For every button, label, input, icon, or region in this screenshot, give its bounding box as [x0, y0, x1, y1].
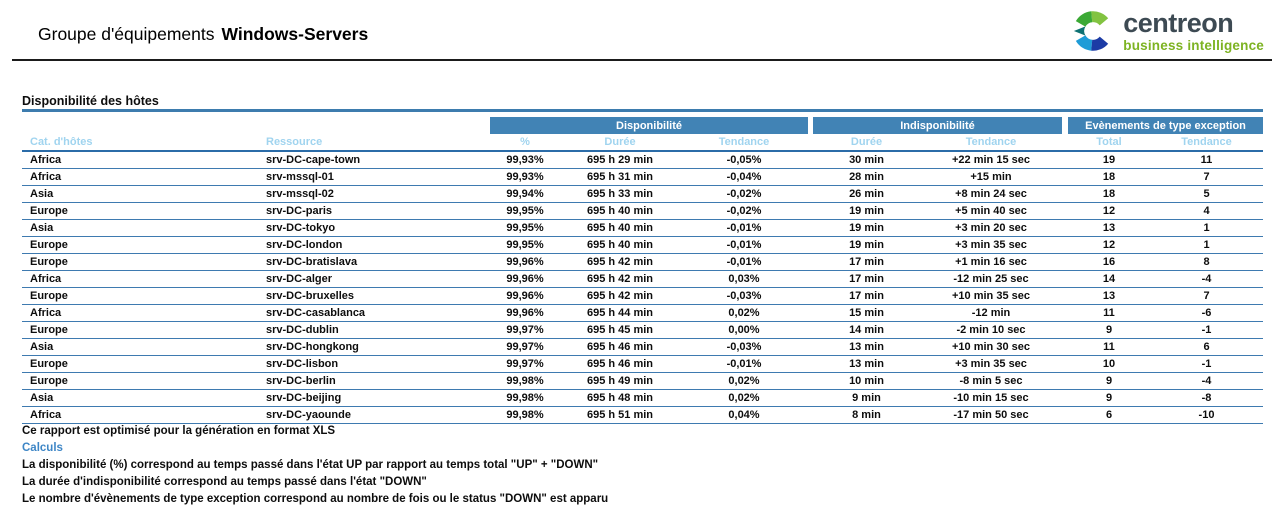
cell-exception-trend: -8	[1150, 389, 1263, 406]
cell-availability-duration: 695 h 29 min	[560, 151, 680, 168]
cell-category: Africa	[22, 406, 258, 423]
footer-calc-availability: La disponibilité (%) correspond au temps passé dans l'état UP par rapport au temps total "UP" + "DOWN"	[22, 459, 599, 471]
col-header-exception-trend: Tendance	[1150, 134, 1263, 151]
cell-availability-pct: 99,93%	[490, 151, 560, 168]
cell-availability-duration: 695 h 31 min	[560, 168, 680, 185]
cell-availability-trend: -0,02%	[680, 202, 808, 219]
cell-exception-trend: 6	[1150, 338, 1263, 355]
cell-availability-duration: 695 h 42 min	[560, 253, 680, 270]
footer-xls-note: Ce rapport est optimisé pour la génération en format XLS	[22, 425, 336, 437]
col-header-unavailability-duration: Durée	[813, 134, 920, 151]
cell-exception-trend: -10	[1150, 406, 1263, 423]
cell-unavailability-duration: 14 min	[813, 321, 920, 338]
cell-availability-duration: 695 h 42 min	[560, 270, 680, 287]
cell-availability-pct: 99,96%	[490, 270, 560, 287]
cell-exception-total: 12	[1068, 236, 1150, 253]
cell-unavailability-duration: 19 min	[813, 202, 920, 219]
cell-unavailability-trend: -10 min 15 sec	[920, 389, 1062, 406]
cell-unavailability-duration: 10 min	[813, 372, 920, 389]
cell-availability-trend: -0,03%	[680, 287, 808, 304]
cell-resource: srv-DC-berlin	[258, 372, 490, 389]
table-row	[22, 236, 1263, 253]
cell-unavailability-trend: +1 min 16 sec	[920, 253, 1062, 270]
cell-availability-duration: 695 h 45 min	[560, 321, 680, 338]
table-row	[22, 151, 1263, 168]
cell-category: Europe	[22, 202, 258, 219]
cell-exception-total: 13	[1068, 287, 1150, 304]
cell-unavailability-duration: 30 min	[813, 151, 920, 168]
cell-unavailability-trend: +8 min 24 sec	[920, 185, 1062, 202]
cell-exception-total: 18	[1068, 168, 1150, 185]
cell-availability-trend: 0,03%	[680, 270, 808, 287]
cell-availability-duration: 695 h 51 min	[560, 406, 680, 423]
col-header-resource: Ressource	[258, 134, 490, 151]
table-row	[22, 219, 1263, 236]
cell-unavailability-duration: 8 min	[813, 406, 920, 423]
cell-availability-trend: 0,00%	[680, 321, 808, 338]
cell-category: Europe	[22, 321, 258, 338]
cell-category: Africa	[22, 168, 258, 185]
cell-unavailability-duration: 15 min	[813, 304, 920, 321]
cell-exception-total: 6	[1068, 406, 1150, 423]
table-row	[22, 406, 1263, 423]
cell-exception-trend: 1	[1150, 219, 1263, 236]
cell-availability-duration: 695 h 33 min	[560, 185, 680, 202]
cell-category: Europe	[22, 287, 258, 304]
cell-unavailability-duration: 9 min	[813, 389, 920, 406]
group-header-unavailability: Indisponibilité	[813, 117, 1062, 134]
cell-availability-trend: -0,01%	[680, 219, 808, 236]
cell-category: Europe	[22, 253, 258, 270]
col-header-availability-percent: %	[490, 134, 560, 151]
cell-exception-trend: 5	[1150, 185, 1263, 202]
table-row	[22, 287, 1263, 304]
cell-availability-duration: 695 h 40 min	[560, 219, 680, 236]
cell-exception-total: 11	[1068, 338, 1150, 355]
cell-availability-duration: 695 h 49 min	[560, 372, 680, 389]
cell-category: Africa	[22, 151, 258, 168]
cell-resource: srv-DC-casablanca	[258, 304, 490, 321]
cell-availability-pct: 99,97%	[490, 355, 560, 372]
cell-availability-trend: 0,02%	[680, 389, 808, 406]
cell-exception-total: 9	[1068, 389, 1150, 406]
cell-resource: srv-DC-cape-town	[258, 151, 490, 168]
table-row	[22, 372, 1263, 389]
cell-resource: srv-DC-london	[258, 236, 490, 253]
logo-brand-text: centreon	[1123, 7, 1234, 38]
cell-category: Europe	[22, 236, 258, 253]
host-availability-table	[22, 117, 1263, 424]
group-header-exception-events: Evènements de type exception	[1068, 117, 1263, 134]
cell-unavailability-trend: -12 min 25 sec	[920, 270, 1062, 287]
cell-exception-total: 10	[1068, 355, 1150, 372]
cell-availability-duration: 695 h 48 min	[560, 389, 680, 406]
cell-unavailability-trend: +5 min 40 sec	[920, 202, 1062, 219]
cell-availability-trend: -0,03%	[680, 338, 808, 355]
cell-unavailability-trend: -8 min 5 sec	[920, 372, 1062, 389]
cell-availability-pct: 99,97%	[490, 338, 560, 355]
col-header-host-category: Cat. d'hôtes	[22, 134, 258, 151]
cell-availability-pct: 99,95%	[490, 236, 560, 253]
cell-unavailability-trend: +10 min 30 sec	[920, 338, 1062, 355]
cell-exception-trend: -1	[1150, 321, 1263, 338]
cell-unavailability-duration: 28 min	[813, 168, 920, 185]
cell-exception-trend: 7	[1150, 287, 1263, 304]
table-row	[22, 389, 1263, 406]
table-row	[22, 185, 1263, 202]
cell-resource: srv-DC-bratislava	[258, 253, 490, 270]
cell-exception-trend: 8	[1150, 253, 1263, 270]
footer-calc-exceptions: Le nombre d'évènements de type exception correspond au nombre de fois ou le status "DOWN" est apparu	[22, 493, 609, 505]
cell-availability-duration: 695 h 44 min	[560, 304, 680, 321]
table-row	[22, 355, 1263, 372]
table-row	[22, 168, 1263, 185]
cell-exception-trend: 11	[1150, 151, 1263, 168]
cell-availability-duration: 695 h 40 min	[560, 202, 680, 219]
cell-unavailability-duration: 19 min	[813, 219, 920, 236]
table-row	[22, 270, 1263, 287]
cell-unavailability-trend: +3 min 20 sec	[920, 219, 1062, 236]
centreon-logo	[1071, 9, 1264, 53]
cell-resource: srv-DC-beijing	[258, 389, 490, 406]
footer-calculs-label: Calculs	[22, 442, 63, 454]
cell-exception-trend: 4	[1150, 202, 1263, 219]
cell-availability-pct: 99,97%	[490, 321, 560, 338]
col-header-unavailability-trend: Tendance	[920, 134, 1062, 151]
table-row	[22, 202, 1263, 219]
cell-category: Asia	[22, 389, 258, 406]
cell-resource: srv-mssql-02	[258, 185, 490, 202]
cell-availability-trend: -0,04%	[680, 168, 808, 185]
cell-unavailability-trend: -12 min	[920, 304, 1062, 321]
cell-availability-trend: 0,04%	[680, 406, 808, 423]
cell-unavailability-duration: 17 min	[813, 253, 920, 270]
cell-availability-trend: 0,02%	[680, 304, 808, 321]
table-row	[22, 338, 1263, 355]
cell-exception-total: 9	[1068, 372, 1150, 389]
cell-exception-trend: -4	[1150, 372, 1263, 389]
cell-availability-pct: 99,95%	[490, 219, 560, 236]
cell-availability-trend: 0,02%	[680, 372, 808, 389]
cell-exception-total: 18	[1068, 185, 1150, 202]
group-header-spacer	[22, 117, 490, 134]
cell-availability-pct: 99,96%	[490, 287, 560, 304]
section-title-underline	[22, 109, 1263, 112]
cell-exception-total: 12	[1068, 202, 1150, 219]
cell-unavailability-duration: 13 min	[813, 338, 920, 355]
section-title: Disponibilité des hôtes	[22, 94, 159, 108]
cell-unavailability-trend: +3 min 35 sec	[920, 236, 1062, 253]
cell-resource: srv-DC-bruxelles	[258, 287, 490, 304]
centreon-c-icon	[1071, 9, 1115, 53]
cell-exception-total: 16	[1068, 253, 1150, 270]
cell-availability-trend: -0,01%	[680, 355, 808, 372]
cell-availability-pct: 99,94%	[490, 185, 560, 202]
cell-unavailability-duration: 26 min	[813, 185, 920, 202]
cell-resource: srv-DC-hongkong	[258, 338, 490, 355]
title-prefix: Groupe d'équipements	[38, 24, 215, 44]
cell-availability-pct: 99,95%	[490, 202, 560, 219]
cell-exception-total: 9	[1068, 321, 1150, 338]
cell-exception-trend: -1	[1150, 355, 1263, 372]
cell-availability-pct: 99,96%	[490, 304, 560, 321]
cell-category: Europe	[22, 355, 258, 372]
cell-category: Asia	[22, 185, 258, 202]
cell-unavailability-trend: +10 min 35 sec	[920, 287, 1062, 304]
cell-category: Asia	[22, 219, 258, 236]
cell-unavailability-duration: 17 min	[813, 270, 920, 287]
cell-availability-pct: 99,93%	[490, 168, 560, 185]
cell-availability-trend: -0,01%	[680, 236, 808, 253]
cell-exception-total: 14	[1068, 270, 1150, 287]
cell-availability-pct: 99,98%	[490, 389, 560, 406]
cell-resource: srv-DC-tokyo	[258, 219, 490, 236]
cell-availability-duration: 695 h 46 min	[560, 355, 680, 372]
table-body	[22, 151, 1263, 423]
logo-tagline-text: business intelligence	[1123, 37, 1264, 53]
cell-unavailability-trend: +15 min	[920, 168, 1062, 185]
cell-availability-duration: 695 h 42 min	[560, 287, 680, 304]
cell-availability-pct: 99,98%	[490, 372, 560, 389]
cell-availability-trend: -0,05%	[680, 151, 808, 168]
cell-unavailability-trend: -2 min 10 sec	[920, 321, 1062, 338]
table-row	[22, 321, 1263, 338]
cell-category: Africa	[22, 270, 258, 287]
cell-category: Europe	[22, 372, 258, 389]
cell-category: Africa	[22, 304, 258, 321]
cell-resource: srv-DC-lisbon	[258, 355, 490, 372]
col-header-availability-trend: Tendance	[680, 134, 808, 151]
group-header-row	[22, 117, 1263, 134]
header-divider	[12, 59, 1272, 61]
footer-calc-unavailability: La durée d'indisponibilité correspond au temps passé dans l'état "DOWN"	[22, 476, 427, 488]
table-row	[22, 253, 1263, 270]
cell-exception-trend: -6	[1150, 304, 1263, 321]
cell-exception-trend: 7	[1150, 168, 1263, 185]
page-title	[38, 24, 368, 45]
cell-resource: srv-DC-dublin	[258, 321, 490, 338]
logo-wordmark	[1123, 7, 1264, 53]
cell-resource: srv-mssql-01	[258, 168, 490, 185]
col-header-availability-duration: Durée	[560, 134, 680, 151]
cell-unavailability-duration: 19 min	[813, 236, 920, 253]
cell-exception-total: 19	[1068, 151, 1150, 168]
cell-resource: srv-DC-alger	[258, 270, 490, 287]
cell-resource: srv-DC-yaounde	[258, 406, 490, 423]
cell-exception-total: 13	[1068, 219, 1150, 236]
cell-category: Asia	[22, 338, 258, 355]
cell-availability-duration: 695 h 40 min	[560, 236, 680, 253]
cell-exception-trend: 1	[1150, 236, 1263, 253]
cell-resource: srv-DC-paris	[258, 202, 490, 219]
cell-exception-trend: -4	[1150, 270, 1263, 287]
cell-availability-duration: 695 h 46 min	[560, 338, 680, 355]
cell-availability-pct: 99,96%	[490, 253, 560, 270]
cell-exception-total: 11	[1068, 304, 1150, 321]
cell-unavailability-duration: 17 min	[813, 287, 920, 304]
cell-unavailability-duration: 13 min	[813, 355, 920, 372]
column-header-row	[22, 134, 1263, 151]
group-header-availability: Disponibilité	[490, 117, 808, 134]
cell-availability-trend: -0,01%	[680, 253, 808, 270]
cell-unavailability-trend: -17 min 50 sec	[920, 406, 1062, 423]
cell-availability-trend: -0,02%	[680, 185, 808, 202]
cell-availability-pct: 99,98%	[490, 406, 560, 423]
footer-notes	[22, 423, 608, 508]
cell-unavailability-trend: +22 min 15 sec	[920, 151, 1062, 168]
table-row	[22, 304, 1263, 321]
title-equipment-group-name: Windows-Servers	[221, 24, 369, 44]
col-header-exception-total: Total	[1068, 134, 1150, 151]
cell-unavailability-trend: +3 min 35 sec	[920, 355, 1062, 372]
